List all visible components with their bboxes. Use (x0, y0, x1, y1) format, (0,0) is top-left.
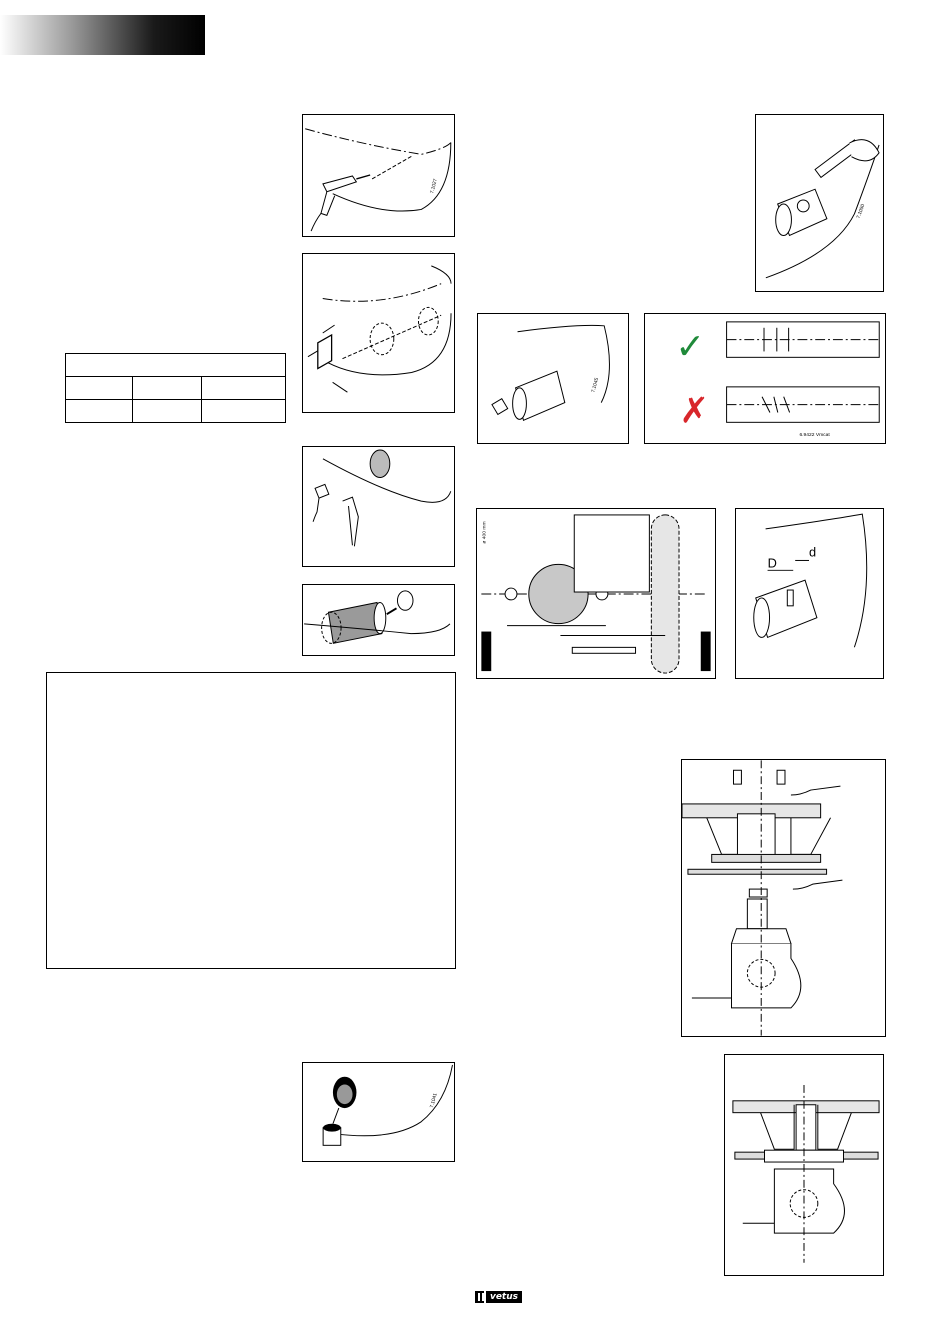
figure-code: 7.1045 (591, 377, 601, 394)
dimension-inner-label: d (809, 544, 817, 560)
spec-table-row (66, 400, 286, 423)
figure-hole-template (302, 253, 455, 413)
template-size: ø 400 mm (482, 521, 488, 544)
spec-table-cell (202, 377, 286, 400)
figure-code: 7.1041 (429, 1092, 439, 1109)
spec-table-cell (202, 400, 286, 423)
figure-code: 6.9422 Vmcat (799, 433, 830, 439)
figure-mark-drill (755, 114, 884, 292)
note-box (46, 672, 456, 969)
spec-table (65, 353, 286, 423)
figure-assembly-mounted (724, 1054, 884, 1276)
spec-table-header-row (66, 354, 286, 377)
figure-drill-diameter (735, 508, 884, 679)
cross-mark-icon: ✗ (679, 390, 710, 432)
spec-table-cell (66, 400, 133, 423)
header-gradient-bar (0, 15, 205, 55)
figure-apply-sealant (302, 1062, 455, 1162)
figure-drill-hull (302, 114, 455, 237)
vetus-logo (475, 1291, 522, 1303)
spec-table-cell (133, 400, 202, 423)
spec-table-cell (133, 377, 202, 400)
figure-assembly-exploded (681, 759, 886, 1037)
spec-table-cell (66, 377, 133, 400)
logo-mark-icon (475, 1291, 484, 1303)
figure-tube-marking (477, 313, 629, 444)
logo-wordmark: vetus (486, 1291, 522, 1303)
check-mark-icon: ✓ (675, 326, 706, 368)
figure-cut-hole (302, 446, 455, 567)
spec-table-header (66, 354, 286, 377)
figure-code: 7.1050 (856, 203, 867, 220)
figure-template-layout (476, 508, 716, 679)
figure-code: 7.1027 (430, 178, 439, 195)
spec-table-row (66, 377, 286, 400)
figure-alignment-check (644, 313, 886, 444)
dimension-outer-label: D (767, 555, 777, 571)
figure-fit-tube (302, 584, 455, 656)
